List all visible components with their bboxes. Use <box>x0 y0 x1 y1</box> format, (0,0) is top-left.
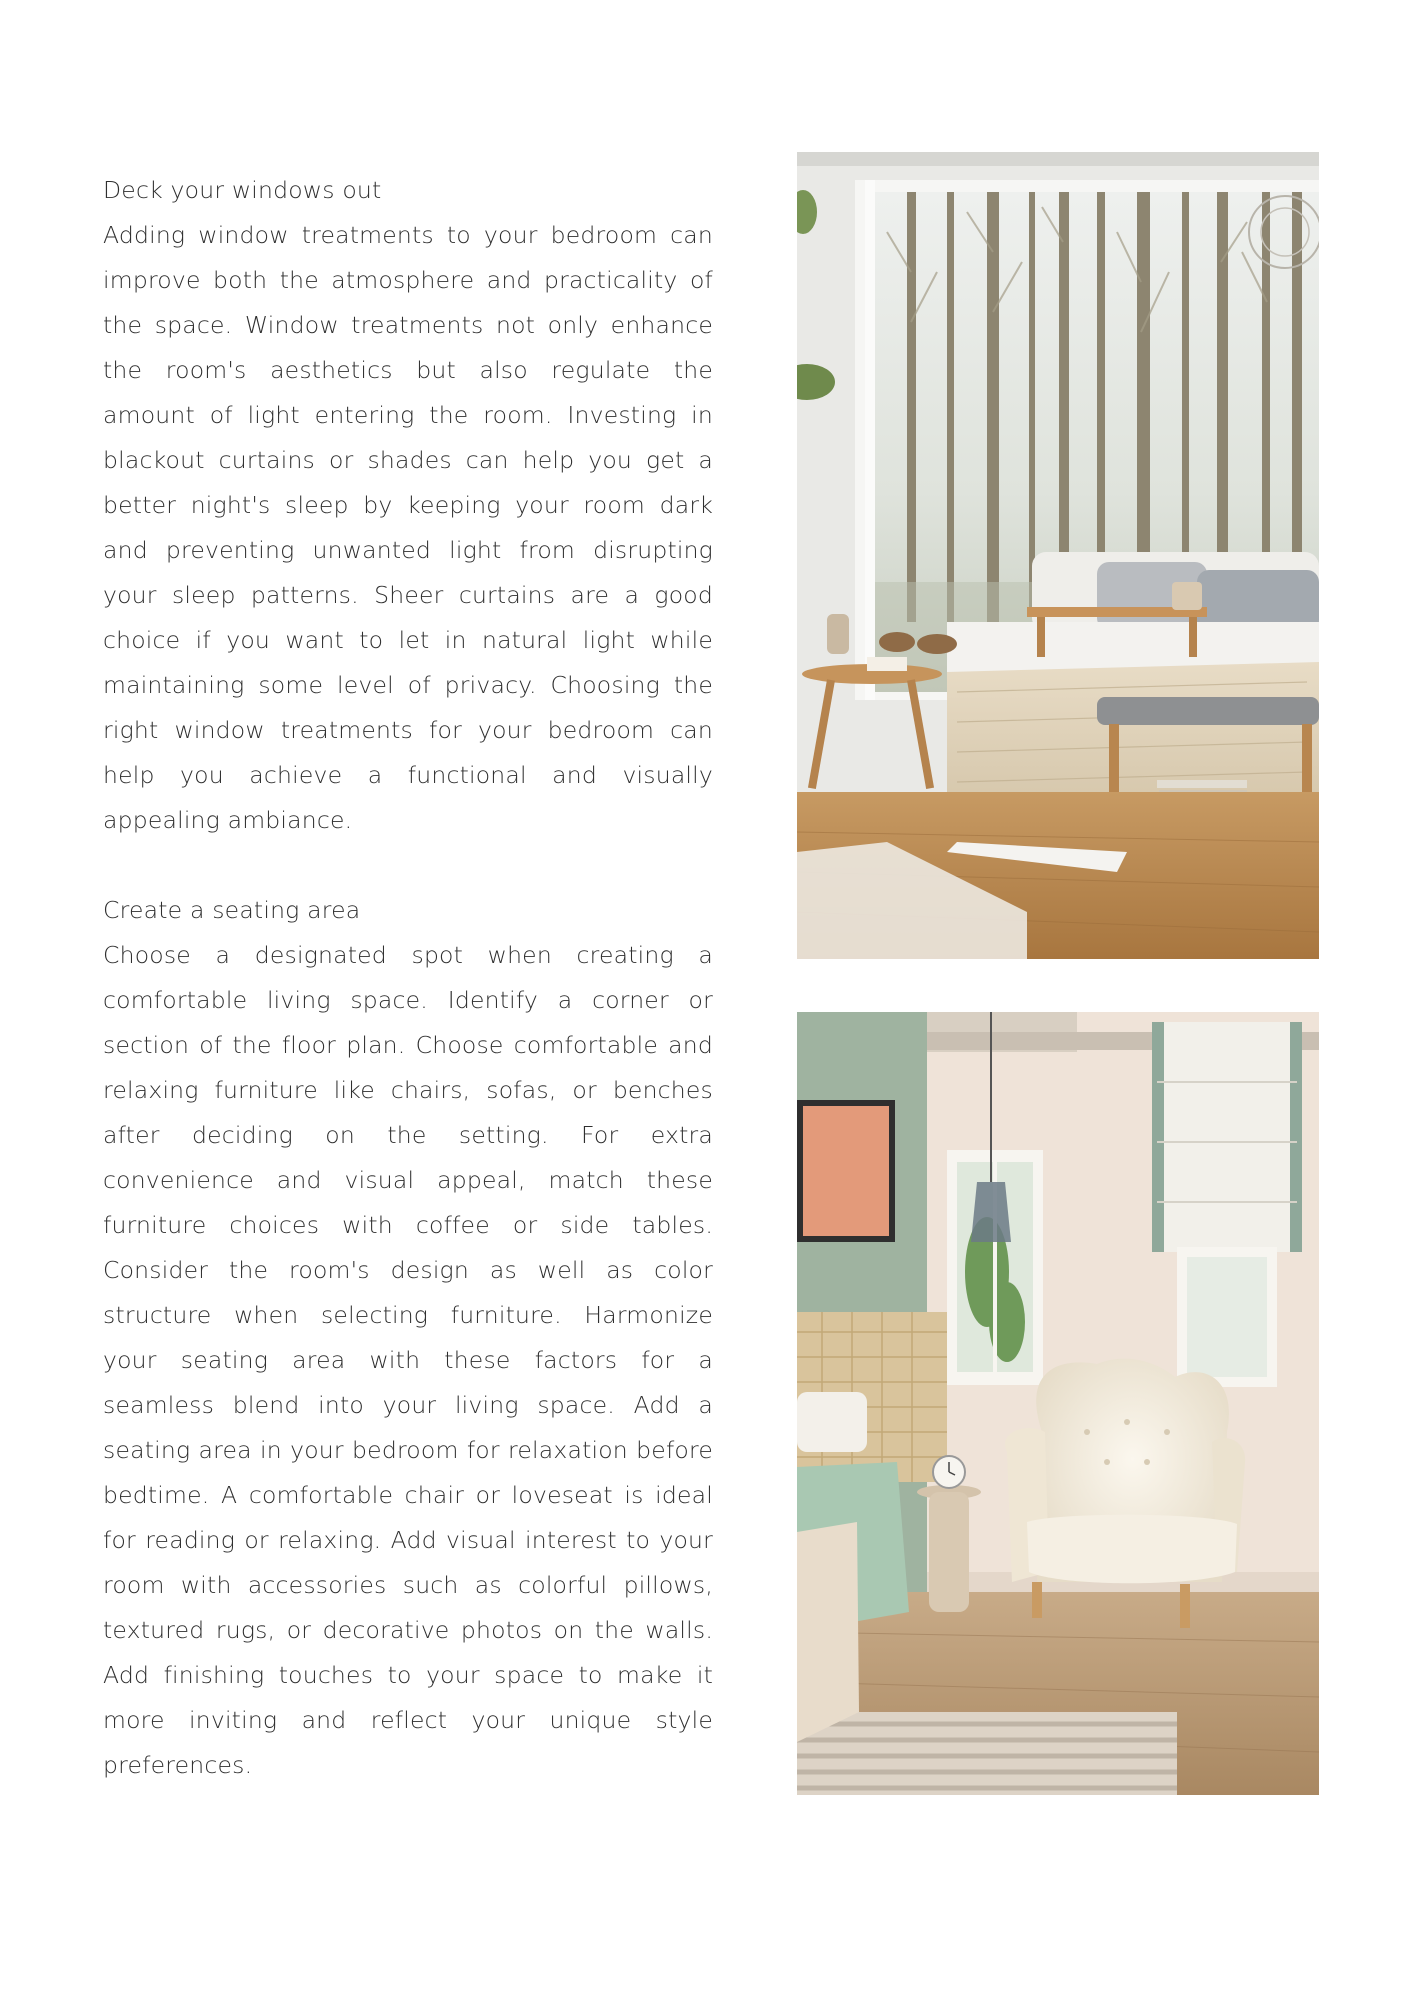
text-column <box>103 168 713 1788</box>
section-window-treatments <box>103 168 713 843</box>
seating-area-image <box>797 1012 1319 1795</box>
section-heading: Deck your windows out <box>103 176 382 204</box>
section-heading: Create a seating area <box>103 896 361 924</box>
bedroom-window-photo <box>797 152 1319 959</box>
bedroom-window-image <box>797 152 1319 959</box>
seating-area-photo <box>797 1012 1319 1795</box>
section-body: Adding window treatments to your bedroom can improve both the atmosphere and practicality of the space. Window treatments not only enhance the room's aesthetics but also regulate the amount of light entering the room. Investing in blackout curtains or shades can help you get a better night's sleep by keeping your room dark and preventing unwanted light from disrupting your sleep patterns. Sheer curtains are a good choice if you want to let in natural light while maintaining some level of privacy. Choosing the right window treatments for your bedroom can help you achieve a functional and visually appealing ambiance. <box>103 221 713 834</box>
section-seating-area <box>103 888 713 1788</box>
section-body: Choose a designated spot when creating a comfortable living space. Identify a corner or section of the floor plan. Choose comfortable and relaxing furniture like chairs, sofas, or benches after deciding on the setting. For extra convenience and visual appeal, match these furniture choices with coffee or side tables. Consider the room's design as well as color structure when selecting furniture. Harmonize your seating area with these factors for a seamless blend into your living space. Add a seating area in your bedroom for relaxation before bedtime. A comfortable chair or loveseat is ideal for reading or relaxing. Add visual interest to your room with accessories such as colorful pillows, textured rugs, or decorative photos on the walls. Add finishing touches to your space to make it more inviting and reflect your unique style preferences. <box>103 941 713 1779</box>
